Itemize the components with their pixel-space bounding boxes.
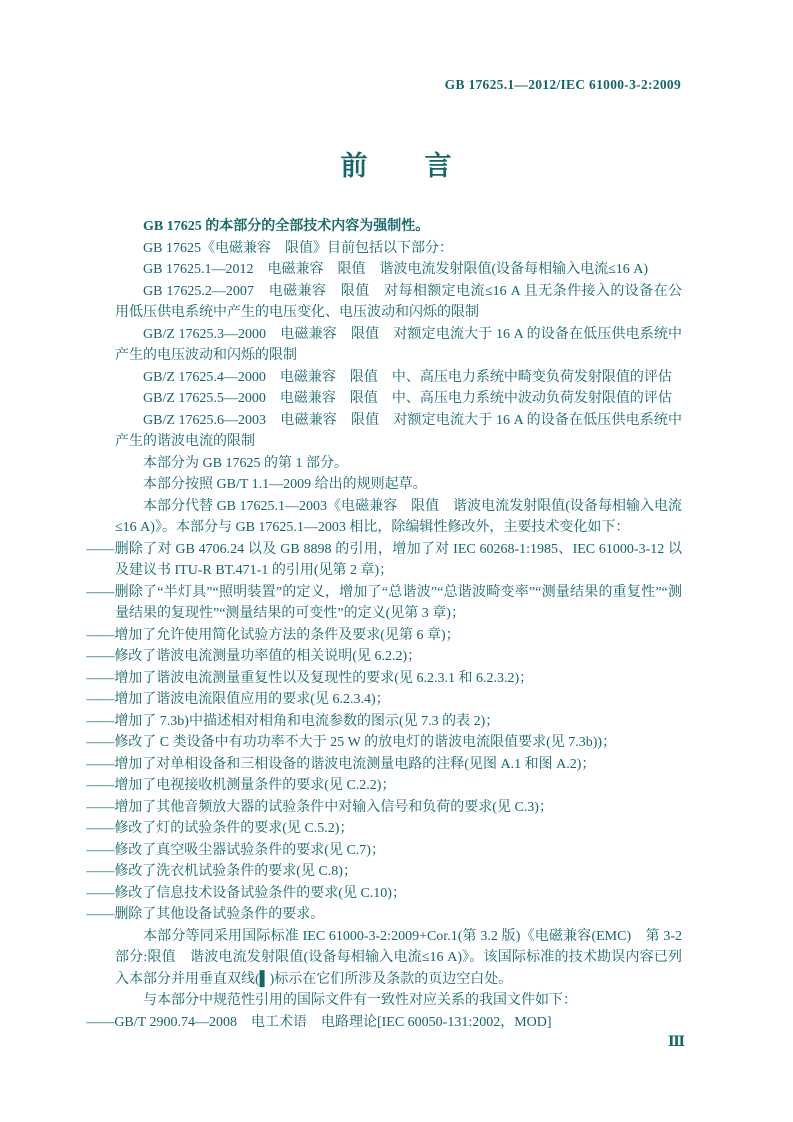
change-list-item: ——删除了对 GB 4706.24 以及 GB 8898 的引用，增加了对 IEC 60268-1:1985、IEC 61000-3-12 以及建议书 ITU-R BT.471-1 的引用(见第 2 章)；: [86, 541, 682, 578]
change-list-item: ——修改了真空吸尘器试验条件的要求(见 C.7)；: [86, 842, 385, 858]
parts-list-item: GB/Z 17625.5—2000 电磁兼容 限值 中、高压电力系统中波动负荷发射限值的评估: [143, 391, 672, 406]
parts-list-item: GB/Z 17625.6—2003 电磁兼容 限值 对额定电流大于 16 A 的设备在低压供电系统中产生的谐波电流的限制: [115, 412, 682, 449]
page-number: Ⅲ: [667, 1035, 685, 1050]
parts-list-item: GB 17625.2—2007 电磁兼容 限值 对每相额定电流≤16 A 且无条件接入的设备在公用低压供电系统中产生的电压变化、电压波动和闪烁的限制: [115, 283, 682, 320]
change-list-item: ——修改了洗衣机试验条件的要求(见 C.8)；: [86, 864, 357, 879]
foreword-paragraph: 与本部分中规范性引用的国际文件有一致性对应关系的我国文件如下：: [143, 993, 577, 1008]
change-list-item: ——增加了其他音频放大器的试验条件中对输入信号和负荷的要求(见 C.3)；: [86, 799, 553, 815]
change-list-item: ——修改了信息技术设备试验条件的要求(见 C.10)；: [86, 885, 406, 901]
parts-list-item: GB/Z 17625.4—2000 电磁兼容 限值 中、高压电力系统中畸变负荷发射限值的评估: [143, 369, 672, 385]
foreword-paragraph: 本部分等同采用国际标准 IEC 61000-3-2:2009+Cor.1(第 3.2 版)《电磁兼容(EMC) 第 3-2 部分:限值 谐波电流发射限值(设备每相输入电流≤16 A)》。该国际标准的技术勘误内容已列入本部分并用垂直双线(▌)标示在它们所涉及条款的页边空白处。: [115, 928, 682, 987]
parts-list-item: GB/Z 17625.3—2000 电磁兼容 限值 对额定电流大于 16 A 的设备在低压供电系统中产生的电压波动和闪烁的限制: [115, 326, 682, 363]
page-title: 前 言: [340, 151, 453, 181]
parts-list-item: GB 17625.1—2012 电磁兼容 限值 谐波电流发射限值(设备每相输入电流≤16 A): [143, 262, 649, 277]
standard-number: GB 17625.1—2012/IEC 61000-3-2:2009: [444, 77, 681, 92]
change-list-item: ——增加了谐波电流限值应用的要求(见 6.2.3.4)；: [86, 692, 390, 707]
change-list-item: ——删除了“半灯具”“照明装置”的定义，增加了“总谐波”“总谐波畸变率”“测量结果的重复性”“测量结果的复现性”“测量结果的可变性”的定义(见第 3 章)；: [86, 584, 682, 621]
change-list-item: ——增加了 7.3b)中描述相对相角和电流参数的图示(见 7.3 的表 2)；: [86, 713, 500, 729]
change-list-item: ——修改了灯的试验条件的要求(见 C.5.2)；: [86, 821, 354, 836]
change-list-item: ——增加了谐波电流测量重复性以及复现性的要求(见 6.2.3.1 和 6.2.3.2)；: [86, 670, 534, 686]
foreword-paragraph: 本部分按照 GB/T 1.1—2009 给出的规则起草。: [143, 477, 427, 492]
foreword-paragraph: GB 17625《电磁兼容 限值》目前包括以下部分：: [143, 240, 453, 256]
change-list-item: ——增加了电视接收机测量条件的要求(见 C.2.2)；: [86, 778, 396, 793]
foreword-paragraph: 本部分代替 GB 17625.1—2003《电磁兼容 限值 谐波电流发射限值(设备每相输入电流≤16 A)》。本部分与 GB 17625.1—2003 相比，除编辑性修改外，主要技术变化如下：: [115, 498, 682, 535]
change-list-item: ——修改了 C 类设备中有功功率不大于 25 W 的放电灯的谐波电流限值要求(见 7.3b))；: [86, 735, 617, 750]
change-list-item: ——删除了其他设备试验条件的要求。: [86, 907, 325, 922]
compulsory-statement: GB 17625 的本部分的全部技术内容为强制性。: [143, 219, 430, 234]
change-list-item: ——修改了谐波电流测量功率值的相关说明(见 6.2.2)；: [86, 649, 422, 664]
change-list-item: ——增加了允许使用简化试验方法的条件及要求(见第 6 章)；: [86, 627, 460, 643]
change-list-item: ——增加了对单相设备和三相设备的谐波电流测量电路的注释(见图 A.1 和图 A.2)；: [86, 756, 596, 772]
foreword-paragraph: 本部分为 GB 17625 的第 1 部分。: [143, 455, 348, 471]
reference-list-item: ——GB/T 2900.74—2008 电工术语 电路理论[IEC 60050-131:2002，MOD]: [86, 1014, 552, 1030]
foreword-content: [86, 216, 682, 1033]
